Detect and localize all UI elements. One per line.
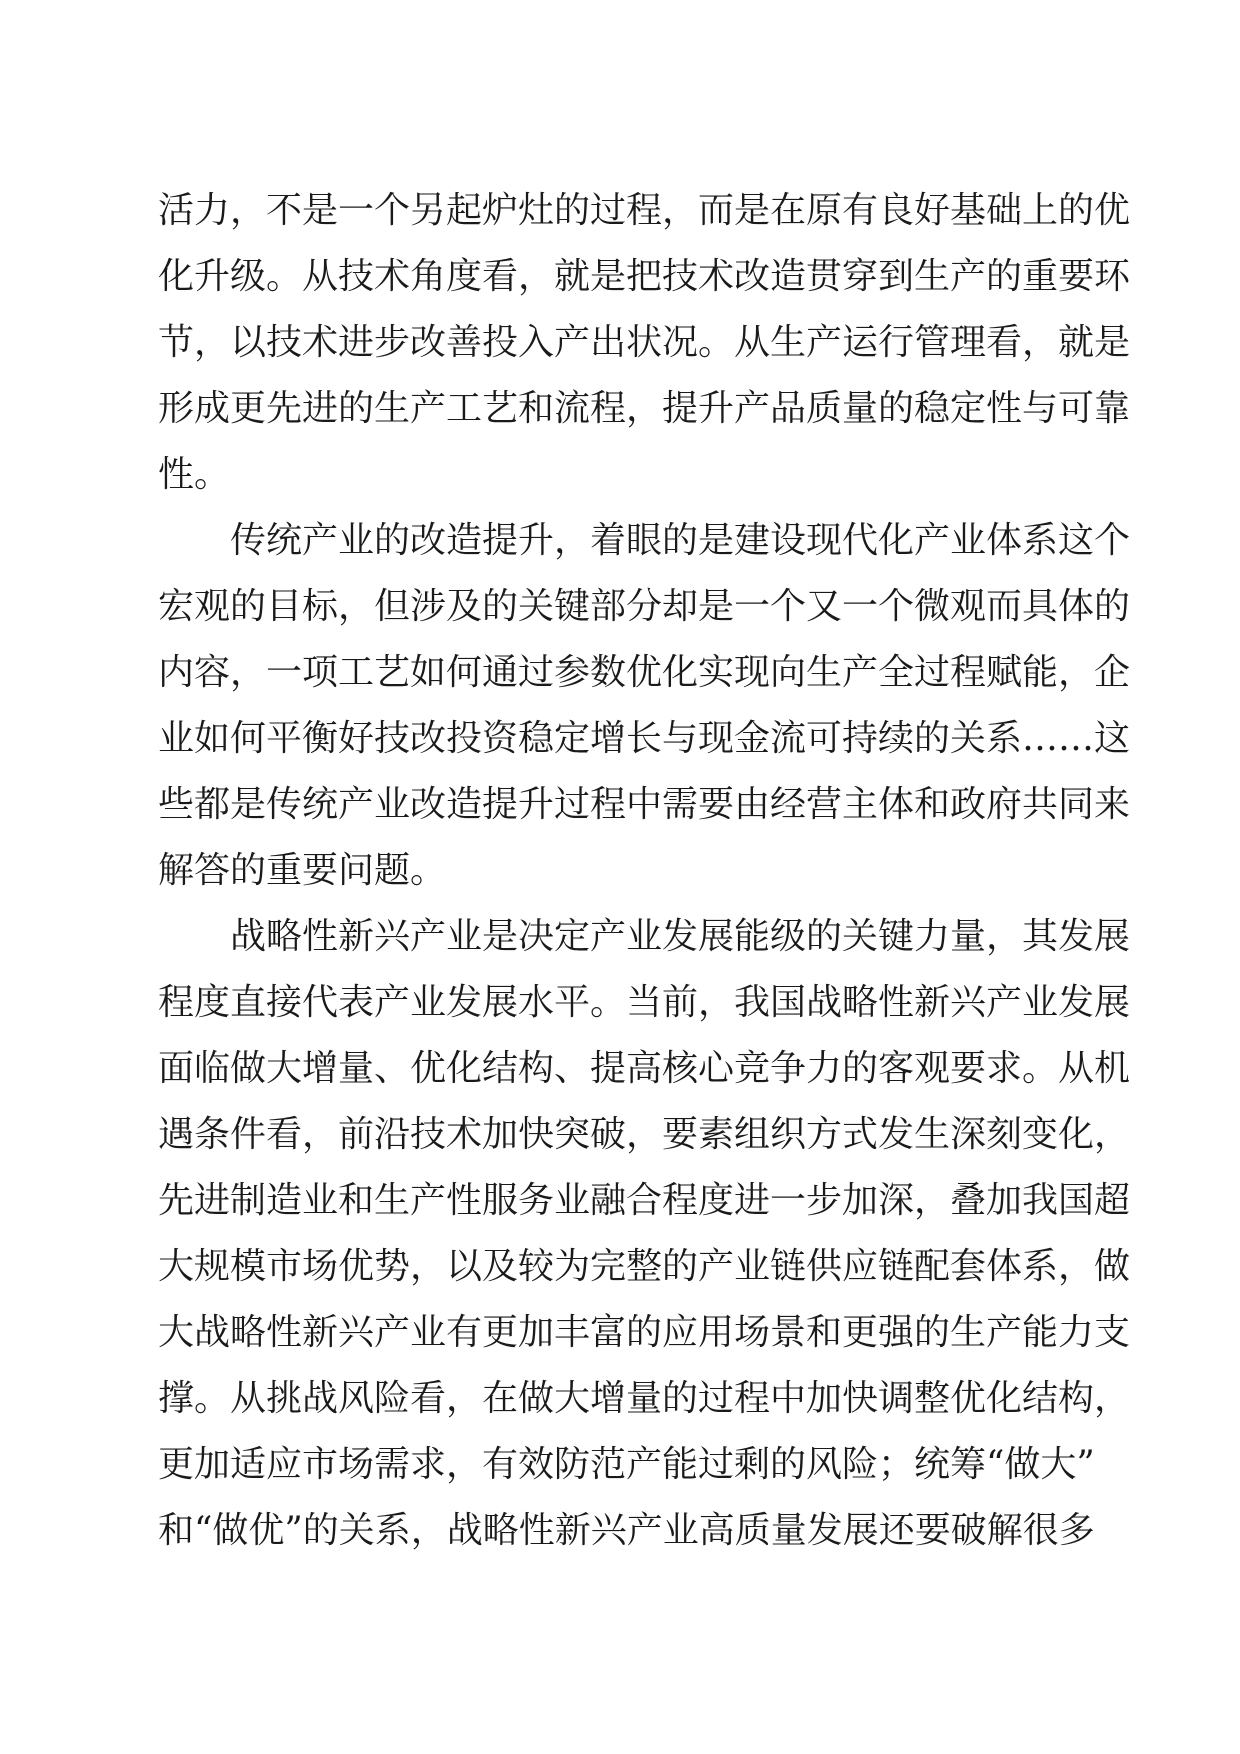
text-line: 大战略性新兴产业有更加丰富的应用场景和更强的生产能力支: [158, 1312, 1131, 1353]
text-line: 面临做大增量、优化结构、提高核心竞争力的客观要求。从机: [158, 1048, 1131, 1089]
text-line: 化升级。从技术角度看，就是把技术改造贯穿到生产的重要环: [158, 256, 1131, 297]
text-line: 解答的重要问题。: [158, 850, 447, 891]
text-line: 遇条件看，前沿技术加快突破，要素组织方式发生深刻变化，: [158, 1114, 1131, 1155]
text-line: 程度直接代表产业发展水平。当前，我国战略性新兴产业发展: [158, 982, 1131, 1023]
text-line: 战略性新兴产业是决定产业发展能级的关键力量，其发展: [230, 916, 1131, 957]
text-line: 些都是传统产业改造提升过程中需要由经营主体和政府共同来: [158, 784, 1131, 825]
body-text: [158, 178, 1131, 1564]
text-line: 性。: [158, 454, 231, 495]
text-line: 传统产业的改造提升，着眼的是建设现代化产业体系这个: [230, 520, 1131, 561]
text-line: 活力，不是一个另起炉灶的过程，而是在原有良好基础上的优: [158, 190, 1131, 231]
text-line: 业如何平衡好技改投资稳定增长与现金流可持续的关系……这: [158, 718, 1131, 759]
text-line: 先进制造业和生产性服务业融合程度进一步加深，叠加我国超: [158, 1180, 1131, 1221]
text-line: 更加适应市场需求，有效防范产能过剩的风险；统筹“做大”: [158, 1444, 1095, 1485]
text-line: 撑。从挑战风险看，在做大增量的过程中加快调整优化结构，: [158, 1378, 1131, 1419]
text-line: 宏观的目标，但涉及的关键部分却是一个又一个微观而具体的: [158, 586, 1131, 627]
text-line: 和“做优”的关系，战略性新兴产业高质量发展还要破解很多: [158, 1510, 1095, 1551]
text-line: 内容，一项工艺如何通过参数优化实现向生产全过程赋能，企: [158, 652, 1131, 693]
text-line: 大规模市场优势，以及较为完整的产业链供应链配套体系，做: [158, 1246, 1131, 1287]
text-line: 节，以技术进步改善投入产出状况。从生产运行管理看，就是: [158, 322, 1131, 363]
text-line: 形成更先进的生产工艺和流程，提升产品质量的稳定性与可靠: [158, 388, 1131, 429]
